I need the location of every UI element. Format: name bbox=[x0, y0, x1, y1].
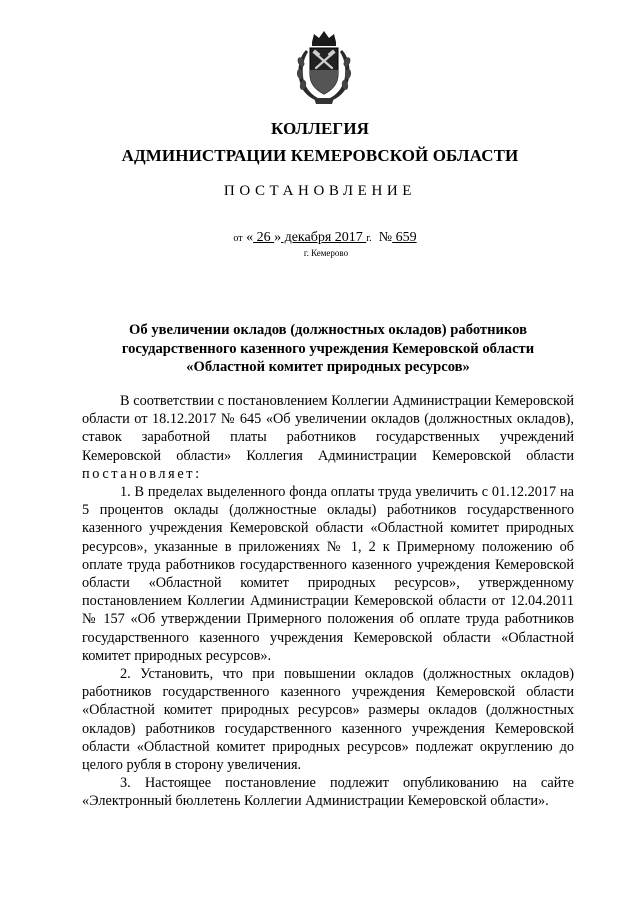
title-line: государственного казенного учреждения Кемеровской области bbox=[121, 340, 535, 357]
document-number: 659 bbox=[392, 230, 417, 245]
document-city: г. Кемерово bbox=[303, 248, 349, 258]
document-title bbox=[84, 321, 572, 377]
date-year-suffix: г. bbox=[366, 233, 372, 244]
clause-paragraph: 2. Установить, что при повышении окладов (должностных окладов) работников государственного казенного учреждения Кемеровской области «Областной комитет природных ресурсов» размеры окладов (должностных окладов) работников государственного казенного учреждения Кемеровской области «Областной комитет природных ресурсов» подлежат округлению до целого рубля в сторону увеличения. bbox=[82, 666, 574, 774]
document-type: ПОСТАНОВЛЕНИЕ bbox=[223, 183, 417, 199]
clause-paragraph: 3. Настоящее постановление подлежит опубликованию на сайте «Электронный бюллетень Коллегии Администрации Кемеровской области». bbox=[82, 775, 574, 810]
coat-of-arms-icon bbox=[292, 28, 356, 106]
date-close-quote: » bbox=[274, 230, 282, 245]
org-name-line2: АДМИНИСТРАЦИИ КЕМЕРОВСКОЙ ОБЛАСТИ bbox=[121, 146, 519, 165]
document-body bbox=[82, 392, 574, 811]
date-prefix: от bbox=[233, 233, 243, 244]
preamble-resolves: постановляет: bbox=[82, 465, 202, 482]
clause-paragraph: 1. В пределах выделенного фонда оплаты труда увеличить с 01.12.2017 на 5 процентов оклады (должностные оклады) работников государственного казенного учреждения Кемеровской области «Областной комитет природных ресурсов», указанные в приложениях № 1, 2 к Примерному положению об оплате труда работников государственного казенного учреждения Кемеровской области «Областной комитет природных ресурсов», утвержденному постановлением Коллегии Администрации Кемеровской области от 12.04.2011 № 157 «Об утверждении Примерного положения об оплате труда работников государственного казенного учреждения Кемеровской области «Областной комитет природных ресурсов». bbox=[82, 484, 574, 664]
number-sign: № bbox=[378, 230, 393, 245]
preamble-paragraph bbox=[82, 392, 574, 483]
preamble-text: В соответствии с постановлением Коллегии Администрации Кемеровской области от 18.12.2017 № 645 «Об увеличении окладов (должностных окладов), ставок заработной платы работников государственных учреждений Кемеровской области» Коллегия Администрации Кемеровской области bbox=[82, 393, 574, 464]
date-day: 26 bbox=[253, 230, 275, 245]
date-month-year: декабря 2017 bbox=[281, 230, 367, 245]
title-line: «Областной комитет природных ресурсов» bbox=[186, 359, 470, 375]
org-name-line1: КОЛЛЕГИЯ bbox=[270, 119, 370, 138]
title-line: Об увеличении окладов (должностных окладов) работников bbox=[129, 322, 527, 338]
date-open-quote: « bbox=[246, 230, 254, 245]
document-date-line bbox=[0, 230, 640, 246]
